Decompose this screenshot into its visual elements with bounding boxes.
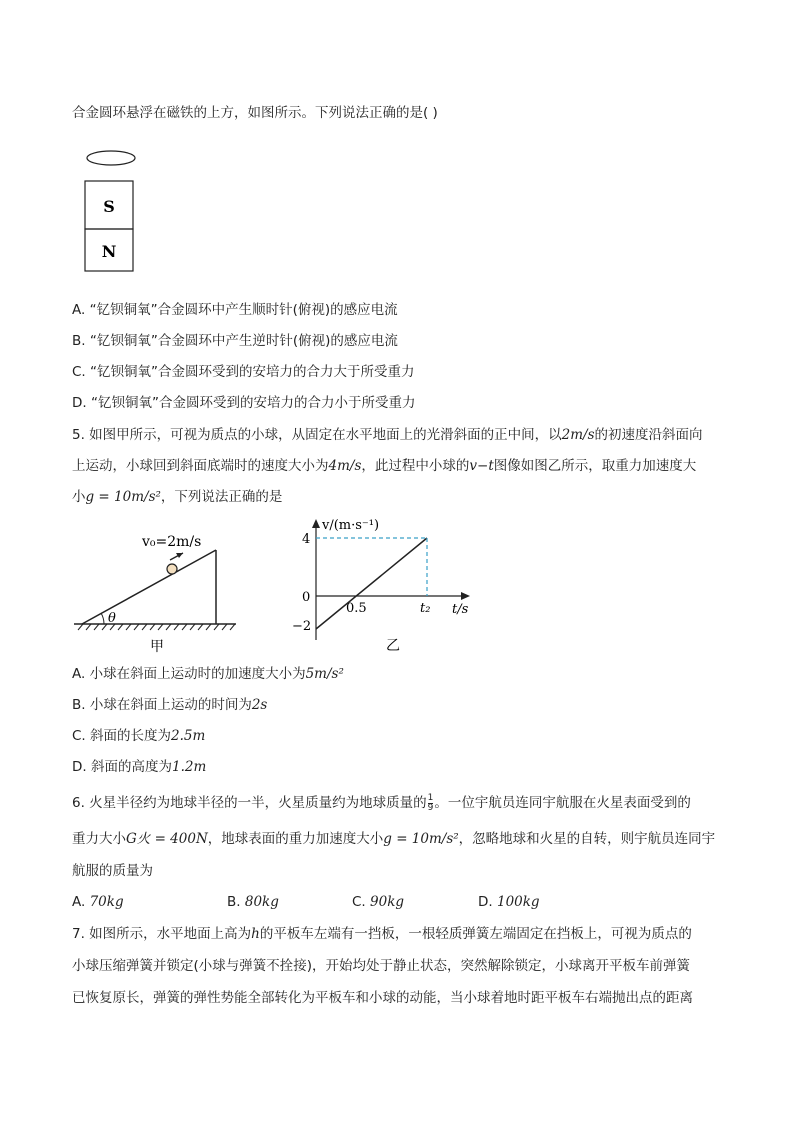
y-axis-label: v/(m·s⁻¹) — [322, 518, 380, 533]
v0-label: v₀=2m/s — [142, 534, 202, 550]
tick-origin: 0 — [302, 590, 311, 605]
tick-y-4: 4 — [302, 532, 311, 547]
alloy-ring — [87, 151, 135, 165]
vt-line — [316, 538, 427, 629]
theta-arc — [101, 613, 104, 624]
q6-line-2: 重力大小G火 = 400N，地球表面的重力加速度大小g = 10m/s²，忽略地球和火星的自转，则宇航员连同宇 — [72, 831, 716, 847]
tick-x-t2: t₂ — [420, 601, 431, 616]
theta-label: θ — [108, 611, 116, 626]
q6-option-a: A. 70kg — [72, 894, 124, 910]
q5-line-3: 小g = 10m/s²，下列说法正确的是 — [72, 489, 283, 505]
figure-yi-caption: 乙 — [386, 638, 400, 654]
q4-option-d: D. “钇钡铜氧”合金圆环受到的安培力的合力小于所受重力 — [72, 395, 416, 411]
y-axis-arrow — [312, 519, 320, 528]
q5-line-2: 上运动，小球回到斜面底端时的速度大小为4m/s，此过程中小球的v−t图像如图乙所示，取重力加速度大 — [72, 458, 697, 474]
q4-stem: 合金圆环悬浮在磁铁的上方，如图所示。下列说法正确的是( ) — [72, 105, 438, 121]
x-axis-label: t/s — [452, 602, 469, 617]
q5-option-b: B. 小球在斜面上运动的时间为2s — [72, 697, 268, 713]
q4-option-b: B. “钇钡铜氧”合金圆环中产生逆时针(俯视)的感应电流 — [72, 333, 398, 349]
q7-line-3: 已恢复原长，弹簧的弹性势能全部转化为平板车和小球的动能，当小球着地时距平板车右端抛出点的距离 — [72, 990, 693, 1006]
q5-option-a: A. 小球在斜面上运动时的加速度大小为5m/s² — [72, 666, 344, 682]
q4-option-a: A. “钇钡铜氧”合金圆环中产生顺时针(俯视)的感应电流 — [72, 302, 398, 318]
vt-graph — [290, 516, 480, 656]
q6-option-d: D. 100kg — [478, 894, 540, 910]
incline-figure — [70, 520, 245, 660]
ground-hatch — [78, 624, 235, 630]
ring-magnet-figure — [80, 145, 150, 275]
q6-line-3: 航服的质量为 — [72, 863, 153, 879]
q7-line-2: 小球压缩弹簧并锁定(小球与弹簧不拴接)，开始均处于静止状态，突然解除锁定，小球离开平板车前弹簧 — [72, 958, 691, 974]
q4-option-c: C. “钇钡铜氧”合金圆环受到的安培力的合力大于所受重力 — [72, 364, 415, 380]
q6-option-b: B. 80kg — [227, 894, 279, 910]
q6-line-1: 6. 火星半径约为地球半径的一半，火星质量约为地球质量的 $\frac{1}{9}$ 。一位宇航员连同宇航服在火星表面受到的 — [72, 792, 691, 813]
pole-s-label: S — [103, 197, 115, 216]
x-axis-arrow — [461, 592, 470, 600]
q7-line-1: 7. 如图所示，水平地面上高为h的平板车左端有一挡板，一根轻质弹簧左端固定在挡板上，可视为质点的 — [72, 926, 692, 942]
q6-option-c: C. 90kg — [352, 894, 405, 910]
q5-line-1: 5. 如图甲所示，可视为质点的小球，从固定在水平地面上的光滑斜面的正中间，以2m/s的初速度沿斜面向 — [72, 427, 703, 443]
tick-x-0-5: 0.5 — [346, 601, 367, 616]
pole-n-label: N — [101, 242, 117, 261]
incline-surface — [82, 550, 216, 624]
fraction-one-ninth: $\frac{1}{9}$ — [427, 792, 434, 813]
q5-option-d: D. 斜面的高度为1.2m — [72, 759, 207, 775]
figure-jia-caption: 甲 — [150, 639, 164, 655]
q5-option-c: C. 斜面的长度为2.5m — [72, 728, 206, 744]
tick-y-neg2: −2 — [292, 619, 312, 634]
ball — [167, 564, 177, 574]
